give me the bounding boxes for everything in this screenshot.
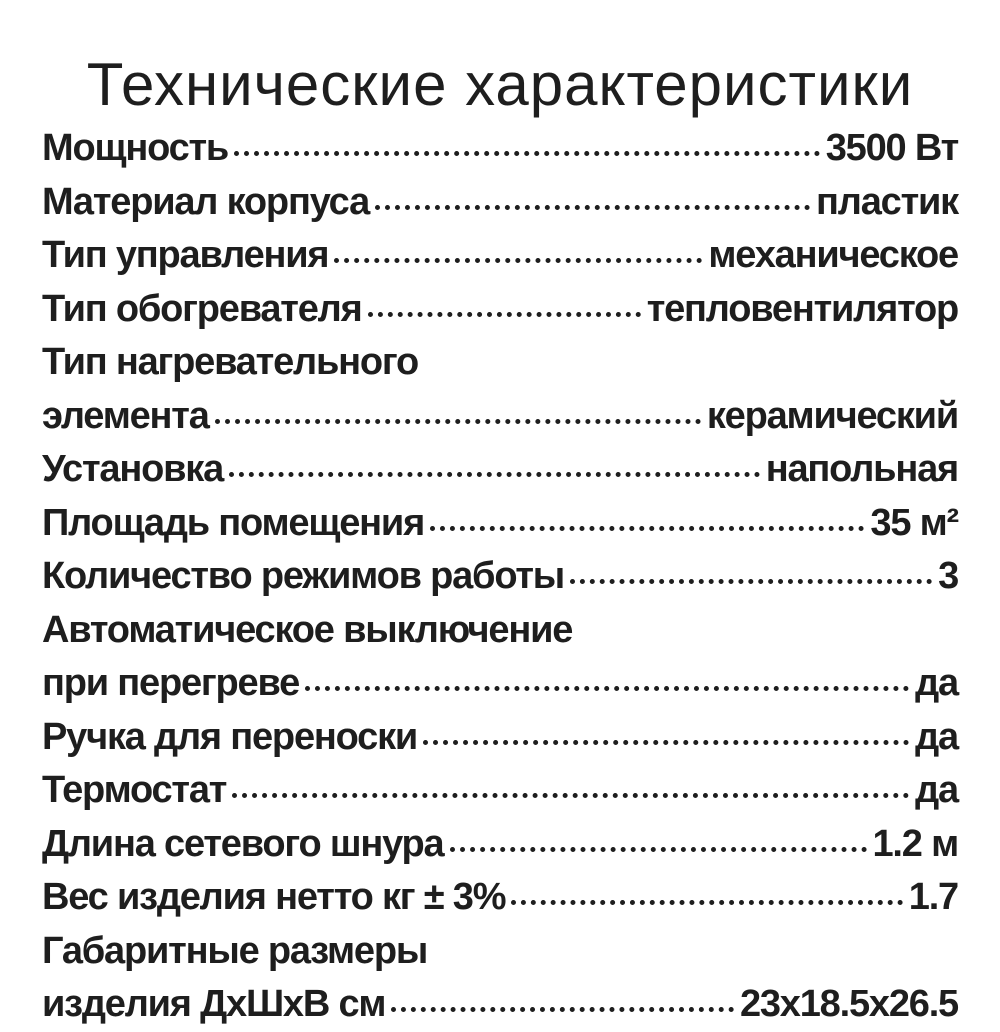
- spec-value: да: [915, 769, 958, 811]
- dot-leader: [305, 686, 909, 691]
- spec-row-power: [42, 122, 958, 176]
- spec-value: 35 м²: [870, 501, 958, 544]
- spec-label: Количество режимов работы: [42, 555, 565, 597]
- spec-label-line1: Тип нагревательного: [42, 341, 419, 383]
- spec-row-heater-type: [42, 283, 958, 337]
- spec-value: 3: [938, 555, 958, 597]
- spec-row-modes-count: [42, 550, 958, 604]
- spec-label: Материал корпуса: [42, 180, 370, 223]
- spec-value: 1.2 м: [872, 822, 958, 865]
- spec-label: Длина сетевого шнура: [42, 822, 444, 865]
- spec-value: пластик: [816, 180, 958, 223]
- spec-value: 3500 Вт: [825, 127, 958, 169]
- spec-label: Ручка для переноски: [42, 715, 418, 758]
- spec-label: Тип управления: [42, 234, 329, 276]
- spec-value: керамический: [706, 394, 958, 437]
- spec-label: при перегреве: [42, 662, 300, 704]
- spec-value: да: [915, 715, 958, 758]
- dot-leader: [232, 793, 909, 798]
- dot-leader: [423, 740, 909, 745]
- dot-leader: [229, 472, 760, 477]
- spec-row-cord-length: [42, 818, 958, 872]
- spec-row-thermostat: [42, 764, 958, 818]
- spec-row-heating-element: [42, 390, 958, 444]
- spec-row-carry-handle: [42, 711, 958, 765]
- spec-row-heating-element-head: [42, 336, 958, 390]
- dot-leader: [215, 419, 701, 424]
- dot-leader: [375, 205, 810, 210]
- spec-value: механическое: [708, 234, 958, 276]
- dot-leader: [234, 151, 820, 156]
- spec-row-control-type: [42, 229, 958, 283]
- spec-row-dimensions: [42, 978, 958, 1032]
- spec-label: Мощность: [42, 127, 229, 169]
- spec-value: 23х18.5х26.5: [739, 983, 958, 1025]
- spec-list: [42, 122, 958, 1032]
- page-title: Технические характеристики: [86, 51, 914, 118]
- dot-leader: [368, 312, 641, 317]
- dot-leader: [511, 900, 902, 905]
- dot-leader: [391, 1007, 734, 1012]
- spec-label: изделия ДхШхВ см: [42, 983, 386, 1025]
- spec-label: Вес изделия нетто кг ± 3%: [42, 876, 506, 918]
- spec-value: да: [915, 662, 958, 704]
- spec-value: 1.7: [908, 876, 958, 918]
- spec-label-line1: Габаритные размеры: [42, 929, 428, 972]
- spec-label: Площадь помещения: [42, 501, 425, 544]
- spec-label: элемента: [42, 394, 209, 437]
- spec-row-body-material: [42, 176, 958, 230]
- dot-leader: [570, 579, 932, 584]
- spec-value: тепловентилятор: [646, 287, 958, 330]
- dot-leader: [450, 847, 867, 852]
- spec-value: напольная: [765, 448, 958, 490]
- spec-label: Термостат: [42, 769, 227, 811]
- spec-row-installation: [42, 443, 958, 497]
- spec-row-room-area: [42, 497, 958, 551]
- spec-row-dimensions-head: [42, 925, 958, 979]
- spec-label: Установка: [42, 448, 223, 490]
- spec-row-net-weight: [42, 871, 958, 925]
- spec-row-overheat-shutoff: [42, 657, 958, 711]
- dot-leader: [430, 526, 864, 531]
- spec-row-overheat-shutoff-head: [42, 604, 958, 658]
- dot-leader: [334, 258, 702, 263]
- spec-label: Тип обогревателя: [42, 287, 362, 330]
- spec-label-line1: Автоматическое выключение: [42, 608, 573, 651]
